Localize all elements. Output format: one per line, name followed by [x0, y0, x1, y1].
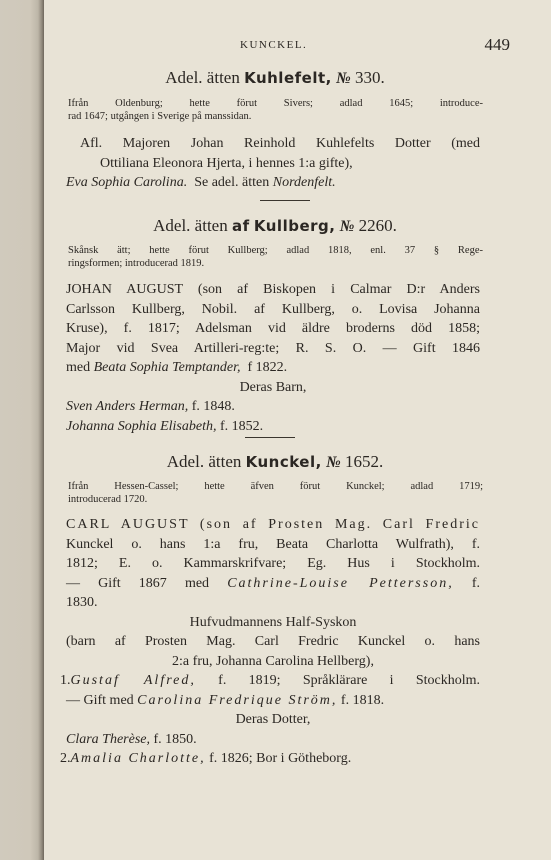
number-mark: №: [326, 454, 341, 471]
entry-body-kuhlefelt: [66, 134, 480, 193]
entry-number: 330.: [354, 68, 385, 87]
body-line: Kunckel o. hans 1:a fru, Beata Charlotta Wulfrath), f.: [66, 536, 480, 552]
person-name: Beata Sophia Temptander,: [93, 360, 241, 375]
entry-heading-kullberg: [60, 216, 490, 236]
body-line: JOHAN AUGUST (son af Biskopen i Calmar D:r Anders: [66, 282, 480, 297]
entry-heading-kuhlefelt: [60, 68, 490, 88]
body-line: — Gift 1867 med Cathrine-Louise Pettersson, f.: [66, 575, 481, 591]
body-line: 2.Amalia Charlotte, f. 1826; Bor i Götheborg.: [60, 751, 352, 766]
list-number: 2.: [60, 751, 71, 766]
entry-intro: [68, 480, 483, 506]
person-name: Eva Sophia Carolina.: [66, 175, 188, 190]
body-line: 1830.: [66, 595, 98, 610]
person-name: Carolina Fredrique Ström,: [137, 692, 338, 708]
name-particle: af: [231, 217, 250, 235]
person-name: Amalia Charlotte,: [70, 751, 206, 766]
book-binding-shadow: [0, 0, 44, 860]
body-line: 2:a fru, Johanna Carolina Hellberg),: [172, 653, 374, 669]
intro-line: rad 1647; utgången i Sverige på manssidan.: [68, 111, 252, 122]
running-head-title: KUNCKEL.: [240, 39, 308, 51]
body-line: Carlsson Kullberg, Nobil. af Kullberg, o. Lovisa Johanna: [66, 301, 480, 317]
family-name: Kunckel,: [245, 453, 322, 471]
intro-line: Ifrån Oldenburg; hette förut Sivers; adlad 1645; introduce-: [68, 98, 483, 109]
entry-number: 2260.: [358, 216, 397, 235]
body-line: — Gift med Carolina Fredrique Ström, f. 1818.: [66, 692, 385, 708]
person-name: Sven Anders Herman,: [66, 399, 189, 414]
number-mark: №: [339, 218, 355, 235]
body-line: Eva Sophia Carolina. Se adel. ätten Nordenfelt.: [66, 175, 336, 190]
entry-heading-kunckel: [60, 452, 490, 472]
entry-number: 1652.: [344, 452, 384, 471]
family-name: Kullberg,: [253, 217, 336, 235]
heading-prefix: Adel. ätten: [153, 216, 228, 235]
intro-line: Ifrån Hessen-Cassel; hette äfven förut Kunckel; adlad 1719;: [68, 481, 483, 492]
body-line: Clara Therèse, f. 1850.: [66, 731, 197, 747]
body-line: Deras Dotter,: [235, 712, 311, 727]
section-divider: [245, 437, 295, 438]
cross-reference: Nordenfelt.: [272, 175, 336, 190]
body-line: Sven Anders Herman, f. 1848.: [66, 399, 235, 414]
person-name: Gustaf Alfred,: [70, 673, 196, 688]
number-mark: №: [336, 70, 351, 87]
entry-intro: [68, 97, 483, 110]
person-name: Johanna Sophia Elisabeth,: [66, 418, 217, 434]
body-line: Ottiliana Eleonora Hjerta, i hennes 1:a gifte),: [100, 155, 353, 171]
running-head: [60, 35, 510, 54]
page-number: 449: [484, 35, 510, 54]
list-number: 1.: [60, 673, 71, 688]
heading-prefix: Adel. ätten: [166, 452, 242, 471]
body-line: (barn af Prosten Mag. Carl Fredric Kunckel o. hans: [66, 634, 480, 649]
body-line: Afl. Majoren Johan Reinhold Kuhlefelts Dotter (med: [80, 136, 480, 151]
family-name: Kuhlefelt,: [244, 69, 332, 87]
section-divider: [260, 200, 310, 201]
body-line: Johanna Sophia Elisabeth, f. 1852.: [66, 418, 264, 434]
body-line: med Beata Sophia Temptander, f 1822.: [66, 360, 288, 375]
heading-prefix: Adel. ätten: [165, 68, 240, 87]
body-line: 1.Gustaf Alfred, f. 1819; Språklärare i Stockholm.: [60, 673, 480, 688]
person-name: Clara Therèse,: [66, 731, 150, 747]
entry-intro-continued: [68, 110, 483, 123]
body-line: Deras Barn,: [239, 379, 307, 395]
body-line: Kruse), f. 1817; Adelsman vid äldre broderns död 1858;: [66, 321, 480, 336]
person-name: Cathrine-Louise Pettersson,: [227, 575, 454, 591]
intro-line: ringsformen; introducerad 1819.: [68, 258, 205, 269]
entry-intro: [68, 244, 483, 270]
entry-body-kullberg: [66, 280, 480, 436]
body-line: Major vid Svea Artilleri-reg:te; R. S. O. — Gift 1846: [66, 340, 480, 356]
body-line: CARL AUGUST (son af Prosten Mag. Carl Fredric: [66, 517, 480, 532]
section-subheading: Hufvudmannens Half-Syskon: [189, 614, 357, 630]
intro-line: Skånsk ätt; hette förut Kullberg; adlad 1818, enl. 37 § Rege-: [68, 245, 483, 256]
entry-body-kunckel: [60, 515, 481, 769]
body-line: 1812; E. o. Kammarskrifvare; Eg. Hus i Stockholm.: [66, 556, 480, 571]
intro-line: introducerad 1720.: [68, 494, 148, 505]
